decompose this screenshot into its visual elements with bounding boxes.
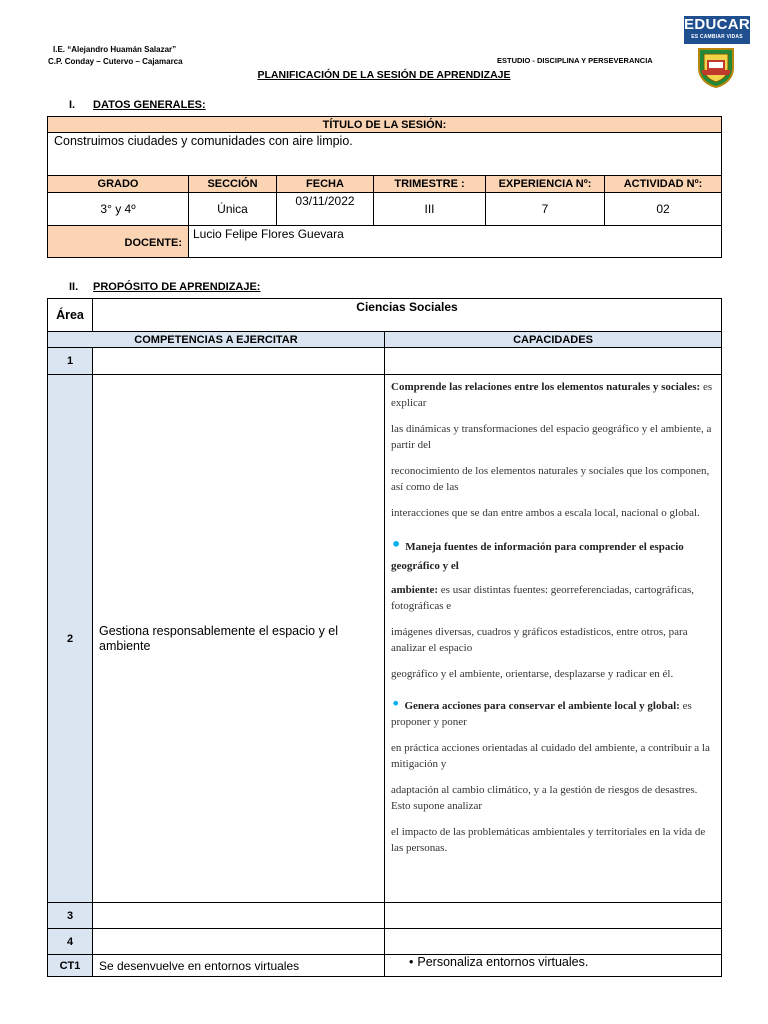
capacidad-name: Genera acciones para conservar el ambiente local y global:: [404, 700, 680, 712]
value-trimestre: III: [374, 193, 486, 226]
table-row: [48, 955, 722, 977]
area-value: Ciencias Sociales: [93, 299, 722, 332]
capacidad-text: Personaliza entornos virtuales.: [417, 955, 589, 969]
bullet-icon: •: [409, 955, 414, 969]
capacidad-desc: las dinámicas y transformaciones del espacio geográfico y el ambiente, a partir del: [391, 423, 712, 451]
capacidad-desc: es usar distintas fuentes: georreferenciadas, cartográficas, fotográficas e: [391, 584, 694, 612]
section-heading-datos-generales: [69, 99, 206, 111]
capacidad-desc: adaptación al cambio climático, y a la gestión de riesgos de desastres. Esto supone analizar: [391, 784, 698, 812]
row-number: 2: [48, 375, 93, 903]
capacidad-desc: el impacto de las problemáticas ambientales y territoriales en la vida de las personas.: [391, 826, 706, 854]
session-title-label: TÍTULO DE LA SESIÓN:: [48, 117, 722, 133]
school-motto: ESTUDIO - DISCIPLINA Y PERSEVERANCIA: [497, 56, 653, 65]
capacidad-item: [391, 535, 715, 576]
competencia-cell: [93, 348, 385, 375]
page-title: PLANIFICACIÓN DE LA SESIÓN DE APRENDIZAJE: [257, 69, 511, 81]
bullet-icon: •: [391, 535, 402, 554]
value-seccion: Única: [189, 193, 277, 226]
bullet-icon: •: [391, 694, 401, 713]
table-row: [48, 929, 722, 955]
capacidad-item: [391, 696, 715, 730]
section-title: DATOS GENERALES:: [93, 99, 206, 111]
col-fecha: FECHA: [277, 176, 374, 193]
teacher-label: DOCENTE:: [48, 226, 189, 258]
value-fecha: 03/11/2022: [277, 193, 374, 226]
capacidad-desc: es explicar: [391, 381, 713, 409]
capacidad-item: [391, 379, 715, 411]
table-row: [48, 903, 722, 929]
table-row: [48, 348, 722, 375]
capacidades-cell: [385, 375, 722, 903]
col-seccion: SECCIÓN: [189, 176, 277, 193]
capacidad-cell: [385, 929, 722, 955]
logo-subtext: ES CAMBIAR VIDAS: [691, 34, 743, 40]
datos-generales-table: [47, 116, 722, 258]
value-actividad: 02: [605, 193, 722, 226]
capacidad-cell: [385, 955, 722, 977]
col-competencias: COMPETENCIAS A EJERCITAR: [48, 332, 385, 348]
school-location: C.P. Conday – Cutervo – Cajamarca: [48, 57, 183, 66]
capacidad-cell: [385, 903, 722, 929]
section-number: I.: [69, 99, 76, 111]
session-title-value: Construimos ciudades y comunidades con aire limpio.: [48, 133, 722, 176]
school-name: I.E. “Alejandro Huamán Salazar”: [53, 45, 177, 54]
value-grado: 3° y 4º: [48, 193, 189, 226]
educar-logo: [684, 16, 750, 44]
teacher-name: Lucio Felipe Flores Guevara: [189, 226, 722, 258]
proposito-table: [47, 298, 722, 977]
logo-text: EDUCAR: [684, 16, 750, 33]
area-label: Área: [48, 299, 93, 332]
table-row: [48, 375, 722, 903]
col-trimestre: TRIMESTRE :: [374, 176, 486, 193]
capacidad-item: [391, 582, 715, 614]
school-header: [48, 44, 183, 68]
section-title: PROPÓSITO DE APRENDIZAJE:: [93, 281, 261, 293]
row-number: 3: [48, 903, 93, 929]
col-experiencia: EXPERIENCIA Nº:: [486, 176, 605, 193]
col-grado: GRADO: [48, 176, 189, 193]
row-number: CT1: [48, 955, 93, 977]
capacidad-desc: en práctica acciones orientadas al cuidado del ambiente, a contribuir a la mitigación y: [391, 742, 710, 770]
capacidad-name: Maneja fuentes de información para comprender el espacio geográfico y el: [391, 541, 684, 572]
capacidad-desc: es proponer y poner: [391, 700, 692, 728]
logo-banner: [684, 16, 750, 44]
section-number: II.: [69, 281, 79, 293]
competencia-cell: Gestiona responsablemente el espacio y el ambiente: [93, 375, 385, 903]
competencia-cell: [93, 929, 385, 955]
capacidad-name: ambiente:: [391, 584, 439, 596]
capacidad-name: Comprende las relaciones entre los elementos naturales y sociales:: [391, 381, 701, 393]
capacidad-desc: geográfico y el ambiente, orientarse, desplazarse y radicar en él.: [391, 668, 674, 680]
capacidad-desc: reconocimiento de los elementos naturales y sociales que los componen, así como de las: [391, 465, 710, 493]
school-shield-icon: [696, 46, 736, 88]
col-capacidades: CAPACIDADES: [385, 332, 722, 348]
row-number: 1: [48, 348, 93, 375]
value-experiencia: 7: [486, 193, 605, 226]
competencia-cell: Se desenvuelve en entornos virtuales: [93, 955, 385, 977]
competencia-cell: [93, 903, 385, 929]
row-number: 4: [48, 929, 93, 955]
capacidad-cell: [385, 348, 722, 375]
col-actividad: ACTIVIDAD Nº:: [605, 176, 722, 193]
section-heading-proposito: [69, 281, 260, 293]
capacidad-desc: imágenes diversas, cuadros y gráficos estadísticos, entre otros, para analizar el espacio: [391, 626, 688, 654]
capacidad-desc: interacciones que se dan entre ambos a escala local, nacional o global.: [391, 507, 700, 519]
